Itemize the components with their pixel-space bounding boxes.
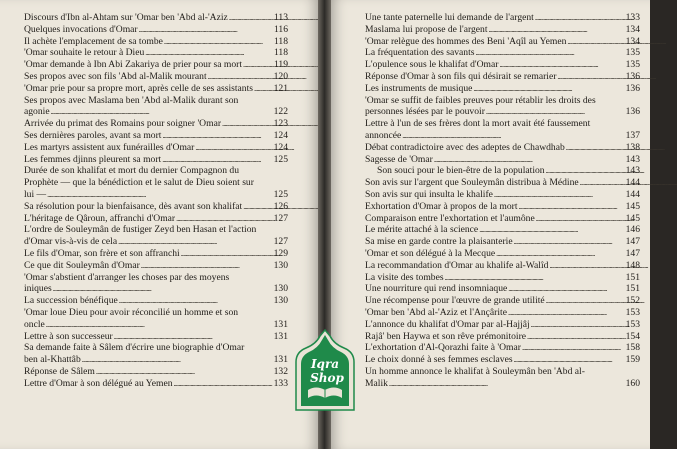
toc-entry	[24, 95, 288, 119]
toc-page-number: 132	[273, 365, 288, 377]
toc-entry-title: Ce que dit Souleymân d'Omar	[24, 259, 140, 271]
toc-page-number: 133	[625, 12, 640, 23]
toc-entry-text-line: Sa demande faite à Sâlem d'écrire une biographie d'Omar	[24, 342, 245, 354]
toc-page-number: 148	[625, 259, 640, 271]
dot-leader	[222, 118, 273, 130]
dot-leader	[402, 130, 624, 142]
toc-entry-text-line: Un homme annonce le khalifat à Souleymân ben 'Abd al-	[365, 365, 585, 377]
dot-leader	[580, 177, 625, 189]
toc-page-number: 153	[625, 306, 640, 318]
toc-entry-title: annoncée	[365, 129, 402, 141]
toc-page-number: 127	[273, 212, 288, 224]
toc-page-number: 123	[273, 118, 288, 130]
dot-leader	[508, 307, 625, 319]
toc-entry	[365, 83, 640, 95]
dot-leader	[141, 260, 273, 272]
toc-entry-title: 'Omar prie pour sa propre mort, après celle de ses assistants	[24, 82, 253, 94]
toc-entry	[365, 177, 640, 189]
dot-leader	[445, 272, 625, 284]
dot-leader	[139, 24, 273, 36]
toc-entry	[24, 47, 288, 59]
dot-leader	[536, 213, 625, 225]
toc-page-number: 134	[625, 23, 640, 35]
toc-entry-title: Arrivée du primat des Romains pour soigner 'Omar	[24, 118, 222, 130]
toc-entry-title: Une tante paternelle lui demande de l'argent	[365, 12, 534, 23]
toc-page-number: 125	[273, 188, 288, 200]
toc-entry	[24, 142, 288, 154]
toc-entry-title: Son avis sur l'argent que Souleymân distribua à Médine	[365, 177, 579, 189]
toc-page-number: 151	[625, 283, 640, 295]
toc-entry	[365, 319, 640, 331]
dot-leader	[519, 201, 625, 213]
toc-entry-title: Sa mise en garde contre la plaisanterie	[365, 236, 513, 248]
dot-leader	[479, 224, 624, 236]
toc-entry-title: d'Omar vis-à-vis de cela	[24, 236, 118, 248]
toc-page-number: 136	[625, 106, 640, 118]
toc-entry-title: Lettre à son successeur	[24, 330, 113, 342]
toc-page-number: 127	[273, 236, 288, 248]
dot-leader	[489, 24, 625, 36]
toc-entry-text-line: 'Omar se suffit de faibles preuves pour rétablir les droits des	[365, 94, 596, 106]
toc-entry	[365, 236, 640, 248]
dot-leader	[145, 47, 273, 59]
toc-entry	[365, 307, 640, 319]
toc-entry	[365, 59, 640, 71]
toc-page-number: 134	[625, 35, 640, 47]
dot-leader	[549, 260, 624, 272]
toc-entry-title: lui —	[24, 188, 47, 200]
toc-page-number: 143	[625, 153, 640, 165]
toc-entry-title: La succession bénéfique	[24, 295, 118, 307]
toc-entry	[24, 154, 288, 166]
toc-entry-title: L'opulence sous le khalifat d'Omar	[365, 59, 499, 71]
iqra-shop-logo	[292, 330, 358, 412]
toc-entry-title: Exhortation d'Omar à propos de la mort	[365, 200, 518, 212]
toc-entry	[24, 165, 288, 200]
dot-leader	[82, 354, 273, 366]
toc-entry	[365, 295, 640, 307]
toc-page-number: 154	[625, 330, 640, 342]
toc-entry	[24, 378, 288, 390]
toc-entry	[365, 354, 640, 366]
toc-entry-title: Le mérite attaché à la science	[365, 224, 479, 236]
toc-entry	[24, 307, 288, 331]
toc-page-number: 116	[273, 23, 288, 35]
dot-leader	[162, 130, 272, 142]
toc-page-number: 147	[625, 247, 640, 259]
toc-entry	[365, 95, 640, 119]
dot-leader	[114, 331, 273, 343]
toc-page-number: 136	[625, 70, 640, 82]
toc-page-number: 113	[273, 12, 288, 23]
toc-entry	[365, 224, 640, 236]
dot-leader	[181, 248, 273, 260]
toc-entry-title: Le fils d'Omar, son frère et son affranchi	[24, 247, 180, 259]
toc-page-number: 153	[625, 318, 640, 330]
toc-page-number: 135	[625, 59, 640, 71]
toc-entry	[365, 189, 640, 201]
toc-page-number: 135	[625, 47, 640, 59]
dot-leader	[514, 236, 625, 248]
toc-entry-title: Les martyrs assistent aux funérailles d'Omar	[24, 141, 195, 153]
toc-page-number: 118	[273, 47, 288, 59]
toc-page-number: 136	[625, 82, 640, 94]
toc-entry-title: 'Omar et son délégué à la Mecque	[365, 247, 496, 259]
dot-leader	[118, 236, 273, 248]
dot-leader	[499, 59, 624, 71]
toc-entry-title: Quelques invocations d'Omar	[24, 23, 138, 35]
logo-line2: Shop	[310, 371, 344, 385]
toc-entry	[365, 165, 640, 177]
toc-entry	[365, 283, 640, 295]
dot-leader	[496, 248, 624, 260]
toc-entry	[365, 47, 640, 59]
toc-entry-text-line: 'Omar loue Dieu pour avoir réconcilié un homme et son	[24, 306, 239, 318]
toc-entry-title: Sagesse de 'Omar	[365, 153, 433, 165]
toc-entry	[24, 118, 288, 130]
dot-leader	[208, 71, 273, 83]
toc-page-number: 146	[625, 224, 640, 236]
toc-entry-title: oncle	[24, 318, 45, 330]
toc-entry-title: Réponse de Sâlem	[24, 365, 95, 377]
toc-page-number: 144	[625, 188, 640, 200]
toc-entry-title: Les femmes djinns pleurent sa mort	[24, 153, 162, 165]
toc-entry	[24, 248, 288, 260]
toc-left	[24, 12, 288, 390]
toc-entry-text-line: Prophète — que la bénédiction et le salut de Dieu soient sur	[24, 177, 254, 189]
dot-leader	[389, 378, 625, 390]
toc-entry	[365, 331, 640, 343]
toc-entry	[365, 24, 640, 36]
toc-entry	[365, 248, 640, 260]
toc-entry	[24, 71, 288, 83]
toc-entry	[24, 331, 288, 343]
toc-entry-title: Réponse d'Omar à son fils qui désirait se remarier	[365, 70, 557, 82]
toc-page-number: 124	[273, 129, 288, 141]
toc-entry-title: 'Omar souhaite le retour à Dieu	[24, 47, 145, 59]
dot-leader	[557, 71, 624, 83]
dot-leader	[243, 201, 272, 213]
toc-entry	[24, 260, 288, 272]
toc-page-number: 145	[625, 212, 640, 224]
toc-entry	[365, 71, 640, 83]
toc-page-number: 119	[273, 59, 288, 71]
toc-entry	[24, 366, 288, 378]
toc-page-number: 122	[273, 106, 288, 118]
toc-entry-title: agonie	[24, 106, 50, 118]
toc-entry-title: Comparaison entre l'exhortation et l'aumône	[365, 212, 535, 224]
dot-leader	[434, 154, 625, 166]
toc-entry	[365, 201, 640, 213]
dot-leader	[162, 154, 272, 166]
toc-entry	[24, 295, 288, 307]
toc-entry-title: Ses dernières paroles, avant sa mort	[24, 129, 162, 141]
toc-page-number: 129	[273, 247, 288, 259]
toc-entry-title: Une nourriture qui rend insomniaque	[365, 283, 508, 295]
toc-page-number: 147	[625, 236, 640, 248]
toc-entry	[365, 154, 640, 166]
toc-page-number: 144	[625, 177, 640, 189]
toc-entry-title: Son souci pour le bien-être de la population	[377, 165, 545, 177]
dot-leader	[486, 106, 625, 118]
toc-entry-title: La visite des tombes	[365, 271, 444, 283]
dot-leader	[567, 36, 624, 48]
toc-page-number: 145	[625, 200, 640, 212]
logo-line1: Iqra	[310, 357, 340, 371]
toc-entry	[24, 342, 288, 366]
toc-entry-title: Son avis sur qui insulta le khalife	[365, 188, 493, 200]
toc-page-number: 138	[625, 141, 640, 153]
toc-page-number: 126	[273, 200, 288, 212]
toc-entry-title: L'héritage de Qâroun, affranchi d'Omar	[24, 212, 176, 224]
toc-entry	[365, 142, 640, 154]
dot-leader	[473, 83, 624, 95]
dot-leader	[494, 189, 625, 201]
dot-leader	[53, 283, 273, 295]
toc-entry	[24, 59, 288, 71]
toc-page-number: 137	[625, 129, 640, 141]
toc-entry-title: Débat contradictoire avec des adeptes de Chawdhab	[365, 141, 565, 153]
dot-leader	[96, 366, 273, 378]
toc-entry-title: 'Omar relègue des hommes des Beni 'Aqîl au Yemen	[365, 35, 567, 47]
toc-page-number: 130	[273, 295, 288, 307]
dot-leader	[531, 319, 625, 331]
toc-entry	[24, 224, 288, 248]
dot-leader	[119, 295, 273, 307]
toc-entry	[24, 130, 288, 142]
toc-page-number: 133	[273, 377, 288, 389]
toc-entry	[24, 24, 288, 36]
toc-entry-title: Maslama lui propose de l'argent	[365, 23, 488, 35]
toc-entry	[365, 118, 640, 142]
dot-leader	[243, 59, 273, 71]
toc-page-number: 130	[273, 283, 288, 295]
dot-leader	[229, 12, 273, 24]
toc-entry	[365, 36, 640, 48]
toc-entry-title: La recommandation d'Omar au khalife al-Walîd	[365, 259, 549, 271]
toc-entry-title: 'Omar demande à Ibn Abi Zakariya de prier pour sa mort	[24, 59, 243, 71]
toc-entry-title: iniques	[24, 283, 52, 295]
toc-page-number: 159	[625, 354, 640, 366]
toc-page-number: 131	[273, 330, 288, 342]
toc-page-number: 151	[625, 271, 640, 283]
dot-leader	[535, 12, 625, 24]
dot-leader	[47, 189, 272, 201]
dot-leader	[195, 142, 272, 154]
toc-entry	[365, 366, 640, 390]
toc-entry-title: La fréquentation des savants	[365, 47, 475, 59]
toc-entry-title: Ses propos avec son fils 'Abd al-Malik mourant	[24, 70, 207, 82]
toc-page-number: 152	[625, 295, 640, 307]
toc-entry	[24, 213, 288, 225]
toc-entry-title: L'annonce du khalifat d'Omar par al-Hajjâj	[365, 318, 530, 330]
toc-page-number: 160	[625, 377, 640, 389]
toc-page-number: 125	[273, 153, 288, 165]
dot-leader	[522, 342, 625, 354]
right-page	[331, 0, 650, 449]
toc-entry	[24, 12, 288, 24]
dot-leader	[174, 378, 273, 390]
toc-page-number: 130	[273, 259, 288, 271]
dot-leader	[508, 283, 624, 295]
toc-page-number: 124	[273, 141, 288, 153]
dot-leader	[566, 142, 625, 154]
toc-entry	[24, 83, 288, 95]
dot-leader	[514, 354, 625, 366]
dot-leader	[164, 36, 273, 48]
toc-entry-title: ben al-Khattâb	[24, 354, 81, 366]
toc-entry	[365, 213, 640, 225]
toc-entry-text-line: L'ordre de Souleymân de fustiger Zeyd ben Hasan et l'action	[24, 224, 257, 236]
dot-leader	[46, 319, 273, 331]
toc-entry	[24, 272, 288, 296]
dot-leader	[527, 331, 625, 343]
toc-entry	[24, 201, 288, 213]
toc-page-number: 131	[273, 354, 288, 366]
toc-entry-title: Une récompense pour l'œuvre de grande utilité	[365, 295, 545, 307]
dot-leader	[546, 165, 625, 177]
toc-entry-title: Les instruments de musique	[365, 82, 473, 94]
toc-right	[365, 12, 640, 390]
toc-entry-text-line: Ses propos avec Maslama ben 'Abd al-Malik durant son	[24, 94, 239, 106]
toc-entry-title: Le choix donné à ses femmes esclaves	[365, 354, 513, 366]
toc-entry-text-line: Durée de son khalifat et mort du dernier Compagnon du	[24, 165, 240, 177]
toc-page-number: 120	[273, 70, 288, 82]
dot-leader	[254, 83, 273, 95]
toc-entry	[365, 260, 640, 272]
toc-entry-title: Lettre d'Omar à son délégué au Yemen	[24, 377, 173, 389]
toc-entry	[365, 272, 640, 284]
left-page	[0, 0, 318, 449]
toc-entry-title: Discours d'Ibn al-Ahtam sur 'Omar ben 'Abd al-'Aziz	[24, 12, 228, 23]
toc-page-number: 143	[625, 165, 640, 177]
toc-entry-title: Sa résolution pour la bienfaisance, dès avant son khalifat	[24, 200, 243, 212]
toc-entry-title: 'Omar ben 'Abd al-'Aziz et l'Ançârite	[365, 306, 507, 318]
toc-entry-title: Il achète l'emplacement de sa tombe	[24, 35, 163, 47]
toc-page-number: 158	[625, 342, 640, 354]
toc-entry	[24, 36, 288, 48]
toc-page-number: 118	[273, 35, 288, 47]
toc-entry	[365, 342, 640, 354]
logo-emblem	[292, 330, 358, 412]
dot-leader	[546, 295, 625, 307]
toc-entry-text-line: 'Omar s'abstient d'arranger les choses par des moyens	[24, 271, 230, 283]
toc-entry-title: personnes lésées par le pouvoir	[365, 106, 485, 118]
dot-leader	[176, 213, 272, 225]
toc-entry	[365, 12, 640, 24]
toc-page-number: 131	[273, 318, 288, 330]
toc-entry-title: Rajâ' ben Haywa et son rêve prémonitoire	[365, 330, 527, 342]
toc-entry-text-line: Lettre à l'un de ses frères dont la mort avait été faussement	[365, 118, 591, 130]
dot-leader	[51, 106, 273, 118]
toc-entry-title: Malik	[365, 377, 388, 389]
dot-leader	[476, 47, 625, 59]
toc-entry-title: L'exhortation d'Al-Qorazhi faite à 'Omar	[365, 342, 521, 354]
toc-page-number: 121	[273, 82, 288, 94]
